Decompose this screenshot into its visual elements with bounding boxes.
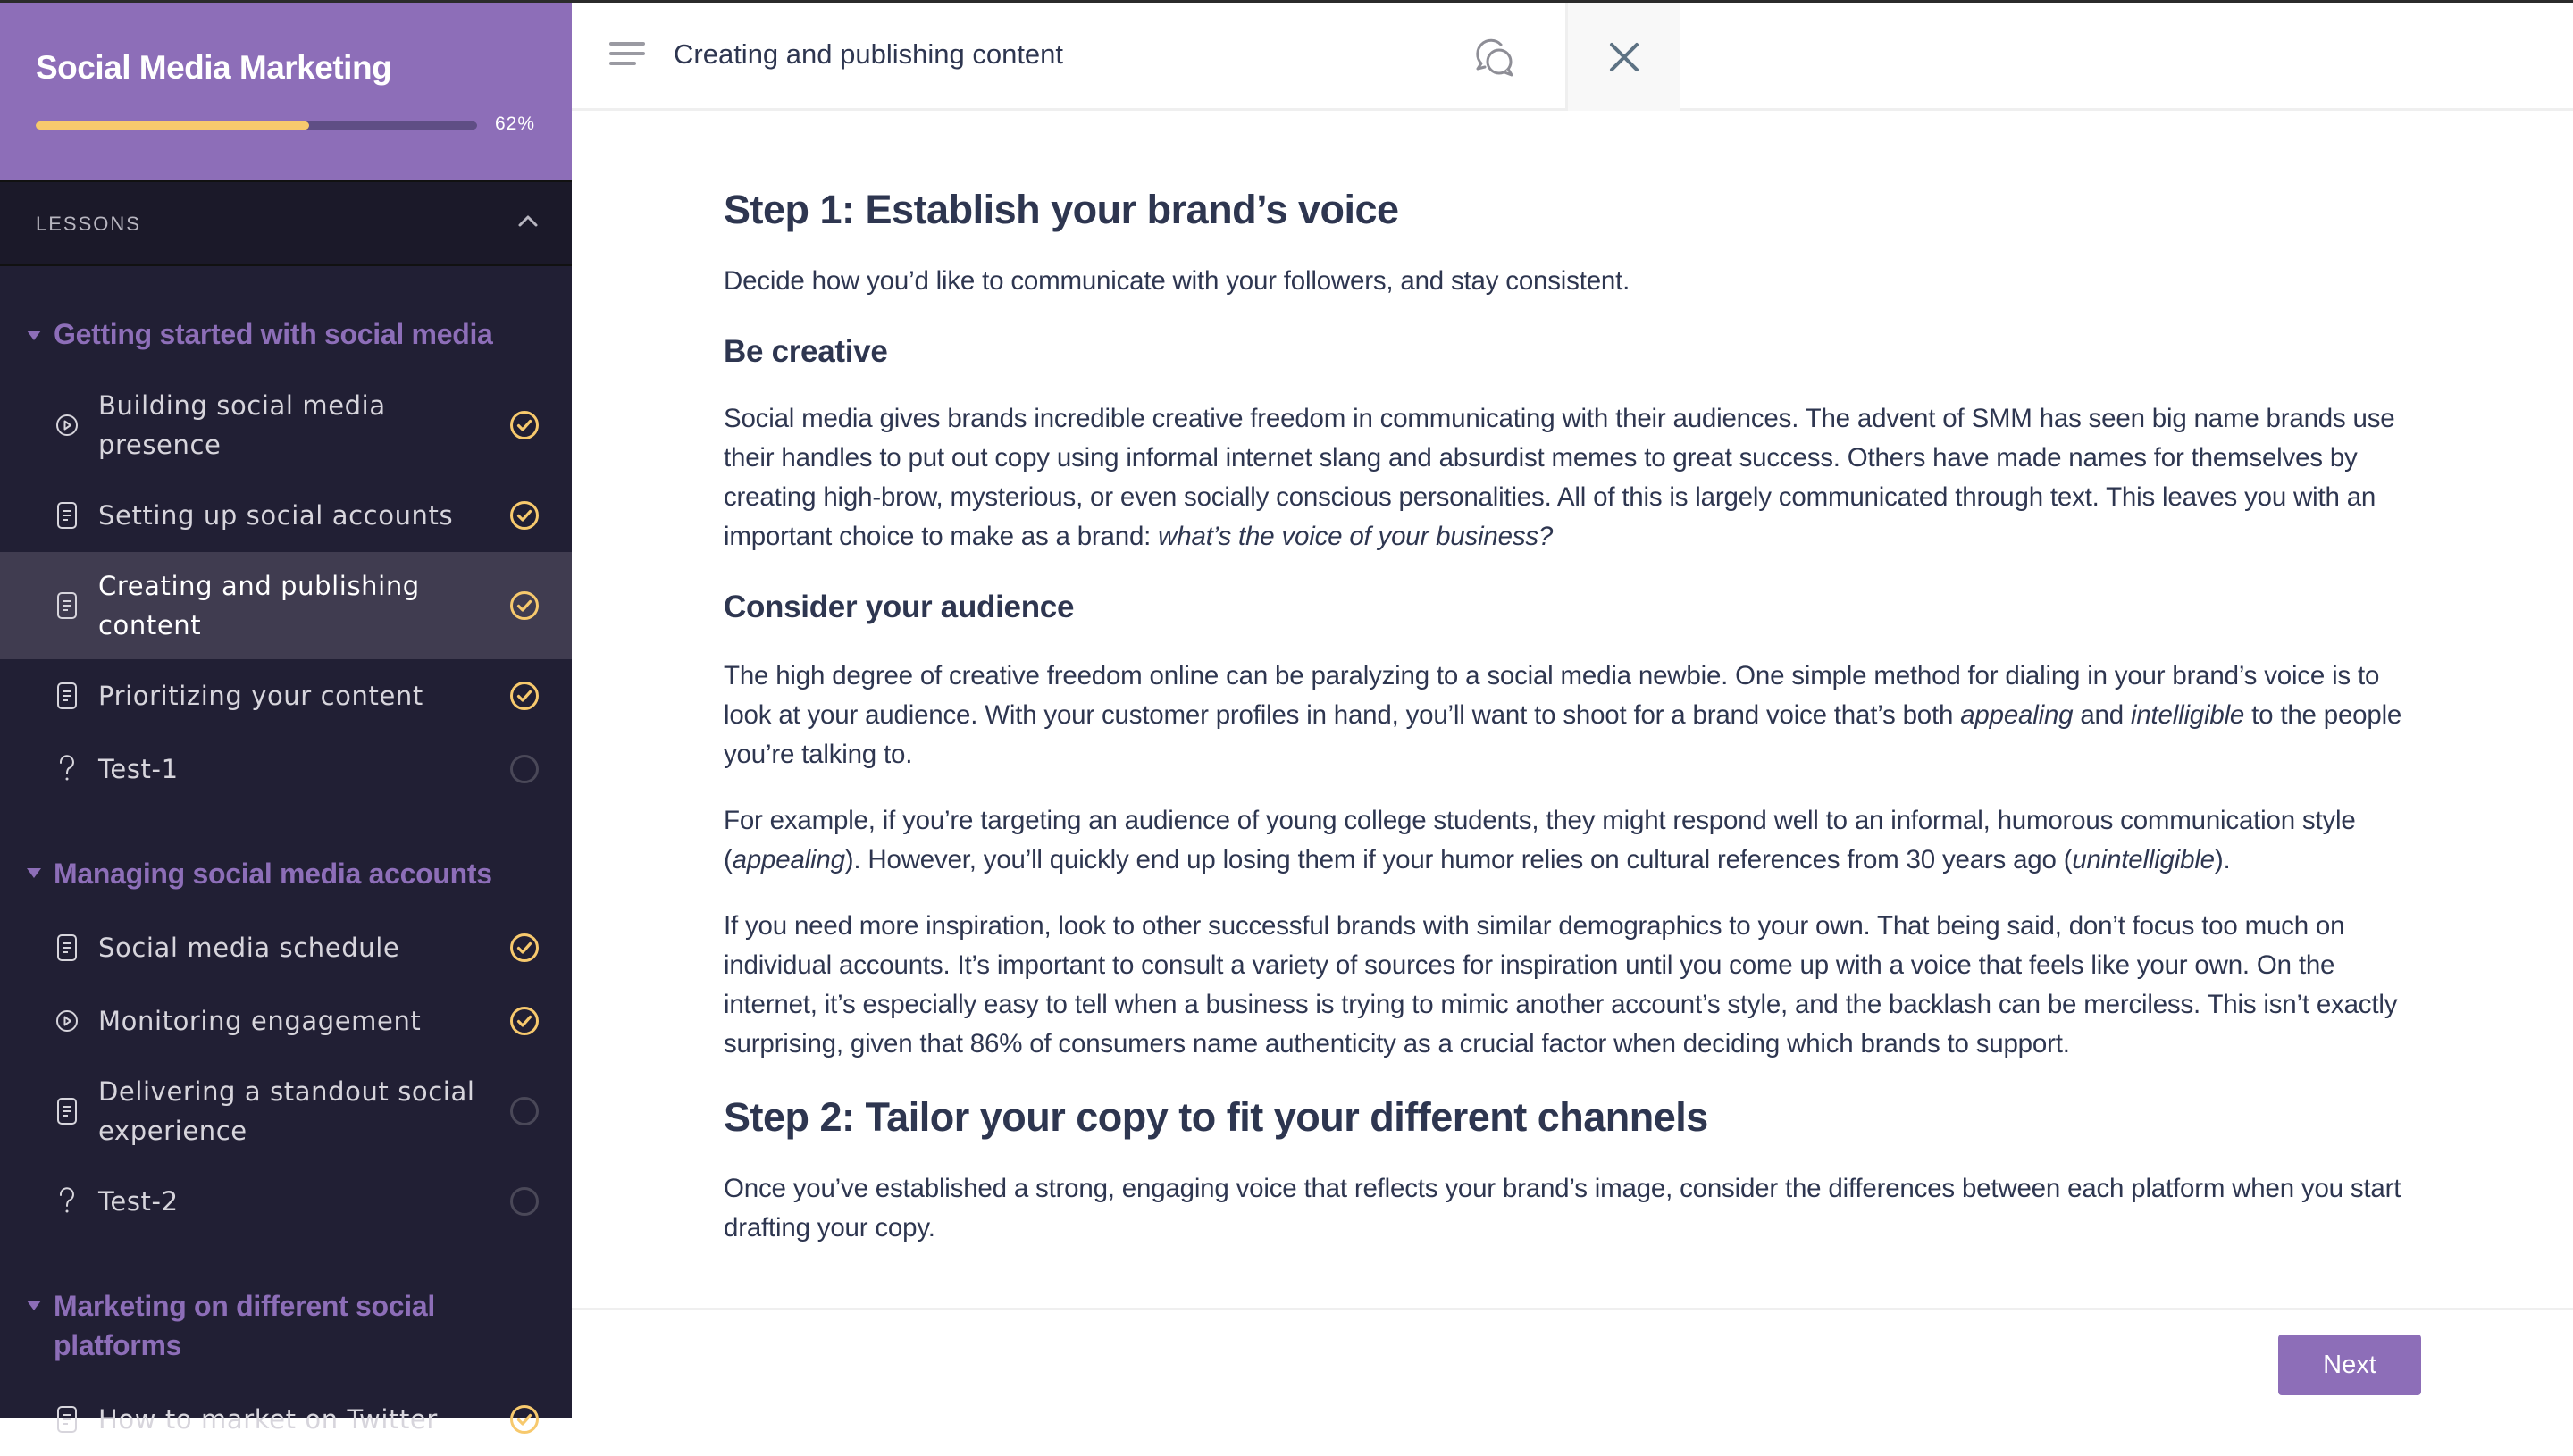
check-circle-icon: [509, 681, 540, 711]
lesson-item-title: Test-2: [98, 1186, 179, 1217]
caret-down-icon[interactable]: [27, 1301, 41, 1310]
question-mark-icon: [55, 754, 79, 784]
lesson-item-title: Test-1: [98, 754, 179, 784]
course-progress-fill: [36, 121, 309, 130]
lessons-label: LESSONS: [36, 213, 141, 235]
course-progress-label: 62%: [495, 113, 536, 134]
check-circle-icon: [509, 410, 540, 440]
audience-paragraph-2: For example, if you’re targeting an audience of young college students, they might respond well to an informal, humorous communication style (appealing). However, you’ll quickly end up losing them if your humor relies on cultural references from 30 years ago (unintelligible).: [724, 806, 2356, 874]
lesson-main: [572, 0, 2573, 1418]
check-circle-icon: [509, 1404, 540, 1435]
section-title[interactable]: Managing social media accounts: [54, 858, 492, 890]
step2-intro: Once you’ve established a strong, engaging voice that reflects your brand’s image, consider the differences between each platform when you start drafting your copy.: [724, 1174, 2401, 1243]
lesson-item-title: Setting up social accounts: [98, 500, 454, 531]
document-icon: [55, 590, 79, 621]
lesson-footer: [572, 1308, 2573, 1418]
caret-down-icon[interactable]: [27, 331, 41, 340]
lesson-item-title: Social media schedule: [98, 933, 400, 963]
be-creative-heading: Be creative: [724, 334, 888, 369]
lesson-item[interactable]: [0, 479, 572, 552]
lesson-item-title: How to market on Twitter: [98, 1404, 438, 1435]
lesson-item[interactable]: [0, 1165, 572, 1238]
lesson-list: [0, 268, 572, 1456]
lesson-item[interactable]: [0, 659, 572, 732]
lesson-item[interactable]: [0, 1383, 572, 1456]
section-title[interactable]: Getting started with social media: [54, 318, 493, 350]
lesson-item[interactable]: [0, 372, 572, 479]
check-circle-icon: [509, 1006, 540, 1036]
caret-down-icon[interactable]: [27, 868, 41, 878]
check-circle-icon: [509, 500, 540, 531]
document-icon: [55, 500, 79, 531]
empty-circle-icon: [509, 1186, 540, 1217]
be-creative-paragraph: Social media gives brands incredible creative freedom in communicating with their audiences. The advent of SMM has seen big name brands use their handles to put out copy using informal internet slang and absurdist memes to great success. Others have made names for themselves by creating high-brow, mysterious, or even socially conscious personalities. All of this is largely communicated through text. This leaves you with an important choice to make as a brand: what’s the voice of your business?: [724, 404, 2395, 551]
empty-circle-icon: [509, 1096, 540, 1126]
course-sidebar: [0, 0, 572, 1435]
document-icon: [55, 1404, 79, 1435]
lessons-toggle[interactable]: [0, 180, 572, 266]
lesson-item-title: Creating and publishing content: [98, 571, 420, 640]
question-mark-icon: [55, 1186, 79, 1217]
chevron-up-icon[interactable]: [518, 214, 538, 227]
lesson-content: [724, 183, 2421, 1248]
check-circle-icon: [509, 590, 540, 621]
lesson-item-title: Building social media presence: [98, 390, 386, 460]
lesson-item[interactable]: [0, 732, 572, 806]
lesson-topbar: [572, 0, 2573, 111]
lesson-item[interactable]: [0, 552, 572, 659]
document-icon: [55, 1096, 79, 1126]
document-icon: [55, 681, 79, 711]
step1-heading: Step 1: Establish your brand’s voice: [724, 187, 1399, 232]
chat-bubbles-icon[interactable]: [1474, 37, 1517, 79]
check-circle-icon: [509, 933, 540, 963]
course-progress-bar: [36, 121, 477, 130]
close-button[interactable]: [1565, 3, 1680, 111]
lesson-title: Creating and publishing content: [674, 38, 1064, 70]
play-circle-icon: [55, 1006, 79, 1036]
lesson-item-title: Delivering a standout social experience: [98, 1076, 475, 1146]
step1-intro: Decide how you’d like to communicate with your followers, and stay consistent.: [724, 266, 1630, 296]
close-icon[interactable]: [1609, 42, 1639, 72]
lesson-item-title: Monitoring engagement: [98, 1006, 422, 1036]
document-icon: [55, 933, 79, 963]
audience-paragraph-1: The high degree of creative freedom online can be paralyzing to a social media newbie. One simple method for dialing in your brand’s voice is to look at your audience. With your customer profiles in hand, you’ll want to shoot for a brand voice that’s both appealing and intelligible to the people you’re talking to.: [724, 661, 2402, 769]
lesson-section[interactable]: [0, 806, 572, 893]
lesson-item[interactable]: [0, 911, 572, 984]
next-button[interactable]: Next: [2278, 1335, 2421, 1395]
audience-heading: Consider your audience: [724, 590, 1075, 624]
course-title: Social Media Marketing: [36, 49, 392, 86]
play-circle-icon: [55, 410, 79, 440]
lesson-item[interactable]: [0, 984, 572, 1058]
hamburger-menu-icon[interactable]: [609, 42, 645, 69]
lesson-section[interactable]: [0, 268, 572, 354]
lesson-item[interactable]: [0, 1058, 572, 1165]
course-header: [0, 0, 572, 180]
lesson-section[interactable]: [0, 1238, 572, 1365]
step2-heading: Step 2: Tailor your copy to fit your different channels: [724, 1094, 1708, 1140]
empty-circle-icon: [509, 754, 540, 784]
section-title[interactable]: Marketing on different social platforms: [54, 1290, 435, 1361]
audience-paragraph-3: If you need more inspiration, look to other successful brands with similar demographics to your own. That being said, don’t focus too much on individual accounts. It’s important to consult a variety of sources for inspiration until you come up with a voice that feels like your own. On the internet, it’s especially easy to tell when a business is trying to mimic another account’s style, and the backlash can be merciless. This isn’t exactly surprising, given that 86% of consumers name authenticity as a crucial factor when deciding which brands to support.: [724, 911, 2398, 1059]
lesson-item-title: Prioritizing your content: [98, 681, 423, 711]
